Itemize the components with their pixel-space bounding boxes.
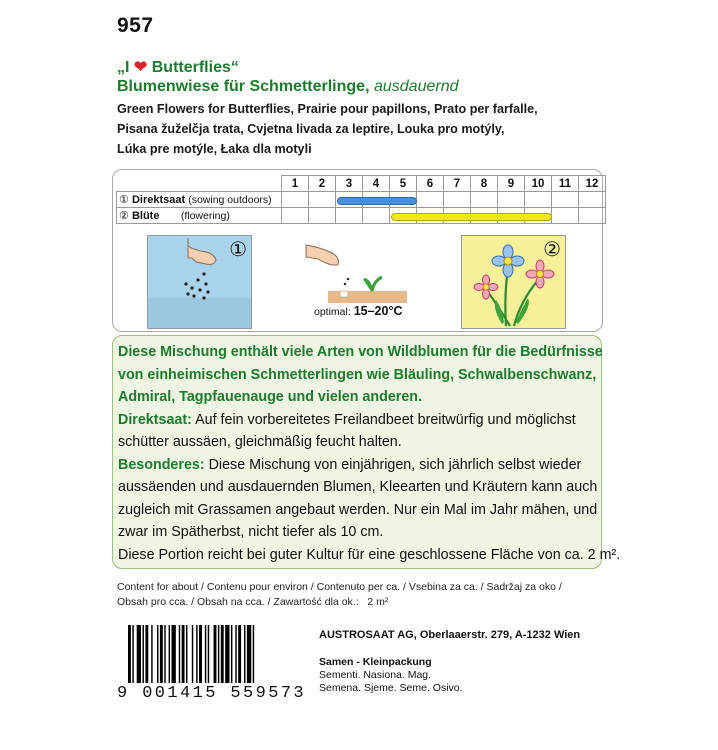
barcode-number: 9 001415 559573 <box>117 684 307 703</box>
row-note: (flowering) <box>180 210 230 222</box>
sowing-label: Direktsaat: <box>118 411 192 428</box>
intro-line: Admiral, Tagpfauenauge und vielen anderen. <box>118 389 422 405</box>
content-amount: 2 m² <box>367 596 389 608</box>
barcode-bar <box>214 625 217 683</box>
barcode <box>128 625 300 689</box>
barcode-bar <box>244 625 245 683</box>
intro-line: von einheimischen Schmetterlingen wie Bläuling, Schwalbenschwanz, <box>118 366 597 383</box>
month-cell: 5 <box>390 176 417 192</box>
company-address: AUSTROSAAT AG, Oberlaaerstr. 279, A-1232 Wien <box>319 629 581 641</box>
translation-line: Green Flowers for Butterflies, Prairie pour papillons, Prato per farfalle, <box>117 102 538 116</box>
month-cell: 12 <box>579 176 606 192</box>
barcode-bar <box>225 625 229 683</box>
calendar-corner <box>117 176 282 192</box>
heart-icon: ❤ <box>133 59 148 76</box>
special-line: zugleich mit Grassamen angebaut werden. Nur ein Mal im Jahr mähen, und <box>118 501 598 518</box>
special-line: aussäenden und ausdauernden Blumen, Kleearten und Kräutern kann auch <box>118 479 598 495</box>
barcode-bar <box>196 625 197 683</box>
row-label-sowing <box>117 192 282 208</box>
barcode-bar <box>151 625 152 683</box>
temp-value: 15–20°C <box>353 304 403 318</box>
barcode-bar <box>231 625 232 683</box>
barcode-bar <box>179 625 180 683</box>
barcode-bar <box>199 625 202 683</box>
barcode-bar <box>208 625 209 683</box>
barcode-bar <box>247 625 251 683</box>
barcode-bar <box>164 625 165 683</box>
barcode-stripes <box>128 625 300 689</box>
subtitle-italic: ausdauernd <box>373 78 459 95</box>
barcode-bar <box>137 625 141 683</box>
content-line: Content for about / Contenu pour environ / Contenuto per ca. / Vsebina za ca. / Sadržaj za oko / <box>117 581 562 593</box>
sowing-instruction <box>118 409 598 432</box>
barcode-bar <box>172 625 176 683</box>
title-rest: Butterflies“ <box>147 59 239 76</box>
sowing-period-bar <box>337 197 417 205</box>
title-open: „I <box>117 59 134 76</box>
temperature-label <box>314 304 402 318</box>
special-line: zwar im Spätherbst, nicht tiefer als 10 cm. <box>118 524 384 540</box>
barcode-bar <box>128 625 131 683</box>
barcode-bar <box>132 625 133 683</box>
barcode-bar <box>186 625 187 683</box>
month-cell: 1 <box>282 176 309 192</box>
month-cell: 3 <box>336 176 363 192</box>
flowering-period-bar <box>391 213 552 221</box>
barcode-bar <box>145 625 148 683</box>
barcode-bar <box>143 625 144 683</box>
sowing-illustration <box>147 235 252 329</box>
barcode-bar <box>169 625 170 683</box>
product-number: 957 <box>117 14 154 37</box>
barcode-bar <box>253 625 254 683</box>
row-marker: ① <box>119 194 129 206</box>
row-title: Direktsaat <box>131 194 186 206</box>
translation-line: Pisana žuželčja trata, Cvjetna livada za leptire, Louka pro motýly, <box>117 122 505 136</box>
intro-line: Diese Mischung enthält viele Arten von Wildblumen für die Bedürfnisse <box>118 344 603 360</box>
barcode-bar <box>205 625 206 683</box>
month-cell: 9 <box>498 176 525 192</box>
product-subtitle <box>117 78 458 96</box>
special-notes <box>118 454 598 477</box>
packet-line: Sementi. Nasiona. Mag. <box>319 669 432 681</box>
translation-line: Lúka pre motýle, Łaka dla motyli <box>117 142 312 156</box>
barcode-bar <box>221 625 224 683</box>
portion-line: Diese Portion reicht bei guter Kultur für eine geschlossene Fläche von ca. 2 m². <box>118 546 621 563</box>
barcode-bar <box>218 625 219 683</box>
step-marker-sowing: ① <box>229 239 247 261</box>
packet-title: Samen - Kleinpackung <box>319 656 432 668</box>
step-marker-flowering: ② <box>543 239 561 261</box>
flowering-illustration <box>461 235 566 329</box>
barcode-bar <box>235 625 236 683</box>
row-note: (sowing outdoors) <box>188 194 272 206</box>
barcode-bar <box>192 625 193 683</box>
content-label: Obsah pro cca. / Obsah na cca. / Zawartość dla ok.: <box>117 596 359 608</box>
row-label-flowering <box>117 208 282 224</box>
sowing-instruction-cont: schütter aussäen, gleichmäßig feucht halten. <box>118 434 402 450</box>
row-marker: ② <box>119 210 129 222</box>
month-cell: 7 <box>444 176 471 192</box>
special-label: Besonderes: <box>118 456 205 473</box>
month-cell: 2 <box>309 176 336 192</box>
month-cell: 4 <box>363 176 390 192</box>
barcode-bar <box>238 625 241 683</box>
month-cell: 10 <box>525 176 552 192</box>
row-title: Blüte <box>131 210 160 222</box>
month-cell: 6 <box>417 176 444 192</box>
barcode-bar <box>160 625 163 683</box>
description-text <box>118 341 621 566</box>
product-title <box>117 57 239 77</box>
content-line <box>117 596 388 608</box>
barcode-bar <box>182 625 185 683</box>
month-cell: 11 <box>552 176 579 192</box>
special-text: Diese Mischung von einjährigen, sich jährlich selbst wieder <box>208 456 582 473</box>
sowing-text: Auf fein vorbereitetes Freilandbeet breitwürfig und möglichst <box>195 411 576 428</box>
month-cell: 8 <box>471 176 498 192</box>
subtitle-text: Blumenwiese für Schmetterlinge, <box>117 78 370 95</box>
calendar-header-row <box>117 176 606 192</box>
barcode-bar <box>157 625 158 683</box>
temp-caption: optimal: <box>314 306 351 318</box>
packet-line: Semena. Sjeme. Seme. Osivo. <box>319 682 463 694</box>
